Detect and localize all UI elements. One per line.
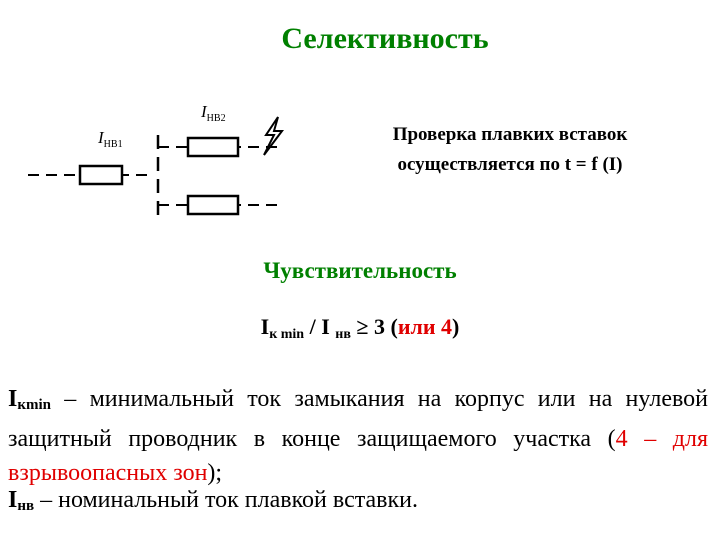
heading-selectivity: Селективность [281,22,489,55]
definition-1-end: ); [207,460,223,486]
fuse-1-label-sub: НВ1 [103,139,123,150]
fuse-1 [80,166,122,184]
formula-relation: ≥ 3 ( [350,314,398,339]
definition-2-text: – номинальный ток плавкой вставки. [34,487,418,513]
sensitivity-formula [0,314,720,343]
fuse-1-label: I [98,128,104,147]
definition-1-symbol: $I_{кmin}$ [8,386,51,413]
formula-close: ) [452,314,460,339]
svg-text:IНВ2 [200,102,226,124]
formula-slash: / I [304,314,336,339]
fuse-circuit-diagram [28,95,288,225]
formula-i-sub: к min [269,327,305,342]
check-statement [330,120,690,180]
definition-2-symbol: $I_{нв}$ [8,487,35,514]
definition-inv [8,483,708,523]
fuse-2-label: I [201,102,207,121]
definition-ikmin [8,382,708,490]
check-line-1: Проверка плавких вставок [392,124,628,145]
fault-lightning-icon [264,117,282,155]
fuse-2-label-sub: НВ2 [206,113,226,124]
formula-i: I [260,314,270,339]
formula-nv-sub: нв [335,327,351,342]
fuse-2 [188,138,238,156]
fuse-3 [188,196,238,214]
heading-sensitivity: Чувствительность [263,258,457,283]
definition-1-text: – минимальный ток замыкания на корпус или на нулевой защитный проводник в конце защищаемого участка ( [8,386,708,452]
definition-1-note: 4 – для взрывоопасных зон [8,426,708,486]
check-line-2: осуществляется по t = f (I) [397,154,623,175]
svg-text:IНВ1 [97,128,123,150]
formula-alt: или 4 [397,314,453,339]
